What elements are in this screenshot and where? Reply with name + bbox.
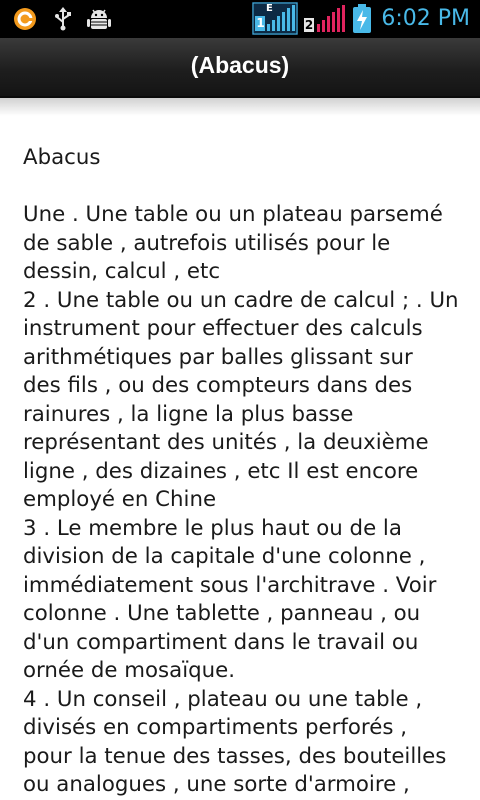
definition-4: 4 . Un conseil , plateau ou une table , divisés en compartiments perforés , pour la tenue des tasses, des bouteilles ou analogues , une sorte d'armoire , xyxy=(23,686,447,797)
android-debug-icon xyxy=(86,7,112,31)
sim1-network-label: E xyxy=(266,3,273,14)
title-bar-shadow xyxy=(0,98,480,116)
sim2-label: 2 xyxy=(304,18,314,32)
circular-app-icon xyxy=(12,7,40,31)
entry-headword: Abacus xyxy=(23,145,101,170)
sim1-label: 1 xyxy=(256,16,265,30)
status-bar xyxy=(0,0,480,38)
definition-content xyxy=(23,144,463,800)
battery-charging-icon xyxy=(352,4,372,34)
title-bar xyxy=(0,38,480,98)
definition-3: 3 . Le membre le plus haut ou de la division de la capitale d'une colonne , immédiatement sous l'architrave . Voir colonne . Une tablette , panneau , ou d'un compartiment dans le travail ou ornée de mosaïque. xyxy=(23,515,437,683)
usb-icon xyxy=(52,7,74,31)
definition-2: 2 . Une table ou un cadre de calcul ; . Un instrument pour effectuer des calculs arithmétiques par balles glissant sur des fils , ou des compteurs dans des rainures , la ligne la plus basse représentant des unités , la deuxième ligne , des dizaines , etc Il est encore employé en Chine xyxy=(23,287,459,512)
page-title: (Abacus) xyxy=(190,52,290,78)
status-time: 6:02 PM xyxy=(381,6,470,31)
definition-1: Une . Une table ou un plateau parsemé de sable , autrefois utilisés pour le dessin, calcul , etc xyxy=(23,202,443,284)
signal-sim1-icon xyxy=(252,2,298,35)
signal-sim2-icon xyxy=(303,4,347,34)
